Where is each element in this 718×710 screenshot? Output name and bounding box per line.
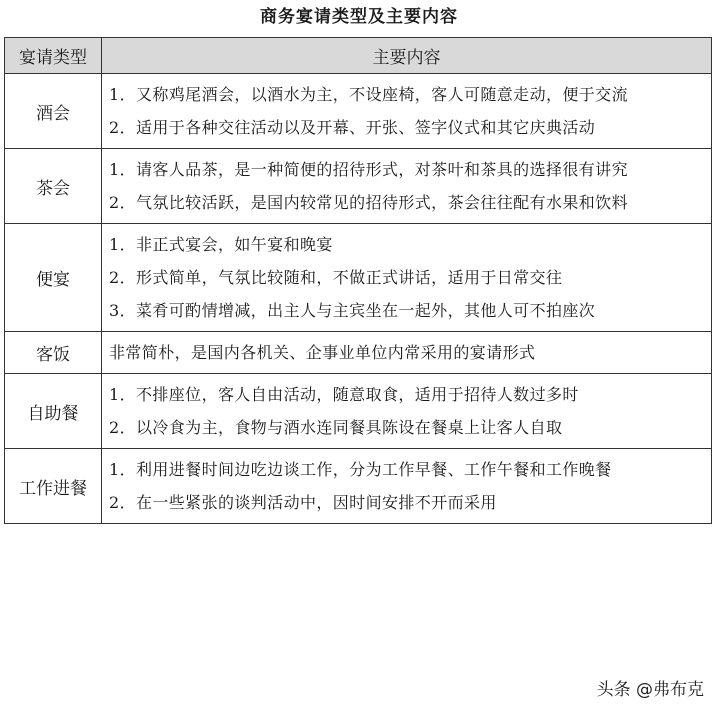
content-line: 非常简朴，是国内各机关、企事业单位内常采用的宴请形式 (109, 343, 536, 362)
banquet-types-table (4, 37, 712, 524)
table-row (5, 74, 712, 149)
header-content: 主要内容 (102, 38, 712, 74)
content-line: 2．在一些紧张的谈判活动中，因时间安排不开而采用 (109, 493, 497, 512)
type-cell: 客饭 (5, 332, 102, 374)
type-cell: 酒会 (5, 74, 102, 149)
table-row (5, 224, 712, 332)
content-cell (102, 224, 712, 332)
content-line: 1．不排座位，客人自由活动，随意取食，适用于招待人数过多时 (109, 385, 579, 404)
content-line: 1．利用进餐时间边吃边谈工作，分为工作早餐、工作午餐和工作晚餐 (109, 460, 612, 479)
content-line: 2．以冷食为主，食物与酒水连同餐具陈设在餐桌上让客人自取 (109, 418, 563, 437)
content-cell (102, 332, 712, 374)
content-line: 2．适用于各种交往活动以及开幕、开张、签字仪式和其它庆典活动 (109, 118, 596, 137)
table-row (5, 332, 712, 374)
content-cell (102, 74, 712, 149)
content-cell (102, 149, 712, 224)
document-title: 商务宴请类型及主要内容 (260, 7, 458, 27)
content-line: 2．形式简单，气氛比较随和，不做正式讲话，适用于日常交往 (109, 268, 563, 287)
content-line: 1．非正式宴会，如午宴和晚宴 (109, 235, 333, 254)
table-row (5, 374, 712, 449)
table-row (5, 149, 712, 224)
type-cell: 便宴 (5, 224, 102, 332)
content-line: 2．气氛比较活跃，是国内较常见的招待形式，茶会往往配有水果和饮料 (109, 193, 628, 212)
table-header-row (5, 38, 712, 74)
type-cell: 茶会 (5, 149, 102, 224)
table-row (5, 449, 712, 524)
content-line: 3．菜肴可酌情增减，出主人与主宾坐在一起外，其他人可不拍座次 (109, 301, 596, 320)
type-cell: 工作进餐 (5, 449, 102, 524)
type-cell: 自助餐 (5, 374, 102, 449)
watermark-label: 头条 @弗布克 (595, 675, 706, 700)
header-type: 宴请类型 (5, 38, 102, 74)
content-line: 1．请客人品茶，是一种简便的招待形式，对茶叶和茶具的选择很有讲究 (109, 160, 628, 179)
content-cell (102, 449, 712, 524)
content-cell (102, 374, 712, 449)
content-line: 1．又称鸡尾酒会，以酒水为主，不设座椅，客人可随意走动，便于交流 (109, 85, 628, 104)
